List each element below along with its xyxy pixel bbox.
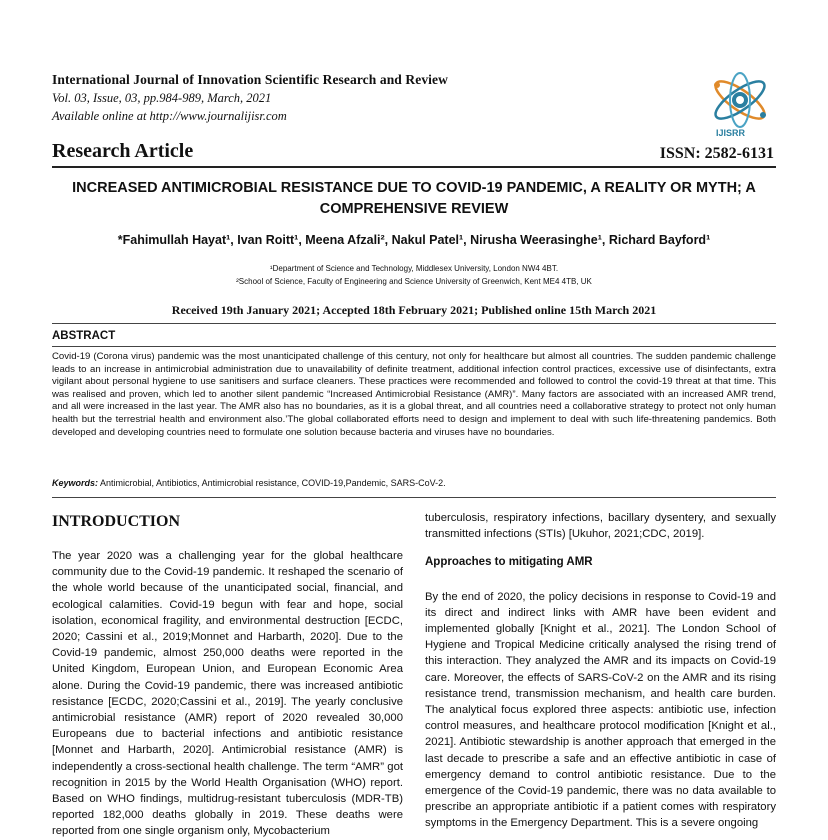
issn: ISSN: 2582-6131 (659, 145, 774, 162)
header-rule (52, 166, 776, 168)
affiliation-1: ¹Department of Science and Technology, Middlesex University, London NW4 4BT. (269, 264, 559, 273)
abstract-rule-under-heading (52, 346, 776, 347)
journal-name: International Journal of Innovation Scientific Research and Review (52, 72, 448, 87)
author-list: *Fahimullah Hayat¹, Ivan Roitt¹, Meena Afzali², Nakul Patel¹, Nirusha Weerasinghe¹, Richard Bayford¹ (117, 233, 711, 247)
affiliation-2: ²School of Science, Faculty of Engineering and Science University of Greenwich, Kent ME4 4TB, UK (236, 277, 592, 286)
journal-logo-label: IJISRR (716, 128, 746, 138)
journal-online-url: Available online at http://www.journalijisr.com (52, 109, 287, 123)
keywords-list: Antimicrobial, Antibiotics, Antimicrobial resistance, COVID-19,Pandemic, SARS-CoV-2. (98, 478, 446, 488)
abstract-rule-bottom (52, 497, 776, 498)
introduction-heading: INTRODUCTION (52, 513, 181, 530)
article-type: Research Article (52, 140, 194, 162)
abstract-heading: ABSTRACT (52, 330, 116, 342)
left-column (52, 548, 403, 840)
abstract-rule-top (52, 323, 776, 324)
keywords-label: Keywords: (52, 478, 99, 488)
journal-volume: Vol. 03, Issue, 03, pp.984-989, March, 2021 (52, 91, 272, 105)
right-column (425, 510, 776, 832)
right-paragraph-1: tuberculosis, respiratory infections, bacillary dysentery, and sexually transmitted infections (STIs) [Ukuhor, 2021;CDC, 2019]. (425, 512, 776, 541)
keywords (52, 478, 776, 488)
paper-title: INCREASED ANTIMICROBIAL RESISTANCE DUE TO COVID-19 PANDEMIC, A REALITY OR MYTH; A COMPREHENSIVE REVIEW (72, 180, 756, 217)
right-paragraph-2: By the end of 2020, the policy decisions in response to Covid-19 and its direct and indirect links with AMR have been evident and implemented globally [Knight et al., 2021]. The London School of Hygiene and Tropical Medicine critically analysed the rising trend of this interaction. They analyzed the AMR and its impacts on Covid-19 care. Moreover, the effects of SARS-CoV-2 on the AMR and its rising resistance trend, transmission mechanism, and health care burden. The analytical focus explored three aspects: antibiotic use, infection control measures, and healthcare protocol modification [Knight et al., 2021]. Antibiotic stewardship is another approach that emerged in the last decade to prescribe a safe and an effective antibiotic in case of emergency demand to control antibiotic resistance. Due to the emergence of the Covid-19 pandemic, there was no data available to prescribe an appropriate antibiotic if a patient comes with respiratory symptoms in the Emergency Department. This is a severe ongoing (425, 590, 776, 830)
received-dates: Received 19th January 2021; Accepted 18th February 2021; Published online 15th March 2021 (171, 303, 657, 317)
abstract-body: Covid-19 (Corona virus) pandemic was the most unanticipated challenge of this century, not only for healthcare but almost all countries. The sudden pandemic challenge leads to an increase in antimicrobial administration due to unavailability of definite treatment, additional infection control practices, excessive use of disinfectants, extra vigilant about personal hygiene to use sanitisers and surface cleaners. These practices were recommended and followed to control the covid-19 threat at that time. This was realised and proven, which led to another silent pandemic “Increased Antimicrobial Resistance (AMR)”. Many factors are associated with an increased AMR trend, and all were increased in the last year. The AMR also has no boundaries, as it is a global threat, and all countries need a collaborative strategy to protect not only human health but the terrestrial health and environment also.’The global collaborated efforts need to design and implement to deal with such life-threatening pandemics. Both developed and developing countries need to formulate one solution because bacteria and viruses have no boundaries. (52, 351, 776, 438)
approaches-heading: Approaches to mitigating AMR (425, 556, 593, 569)
intro-paragraph: The year 2020 was a challenging year for the global healthcare community due to the Covid-19 pandemic. It reshaped the scenario of the whole world because of the unanticipated social, financial, and ecological calamities. Covid-19 begun with fear and hope, social isolation, economical fragility, and environmental destruction [ECDC, 2020; Cassini et al., 2019;Monnet and Harbarth, 2020]. Due to the Covid-19 pandemic, almost 250,000 deaths were reported in the United Kingdom, European Union, and European Economic Area alone. During the Covid-19 pandemic, there was increased antibiotic resistance [ECDC, 2020;Cassini et al., 2019]. The yearly conclusive antimicrobial resistance (AMR) report of 2020 revealed 30,000 Europeans due to bacterial infections and antibiotic resistance [Monnet and Harbarth, 2020]. Antimicrobial resistance (AMR) is independently a cross-sectional health challenge. The term “AMR” got recognition in 2015 by the World Health Organisation (WHO) report. Based on WHO findings, multidrug-resistant tuberculosis (MDR-TB) reported 182,000 deaths globally in 2019. These deaths were reported from one single organism only, Mycobacterium (52, 550, 403, 838)
